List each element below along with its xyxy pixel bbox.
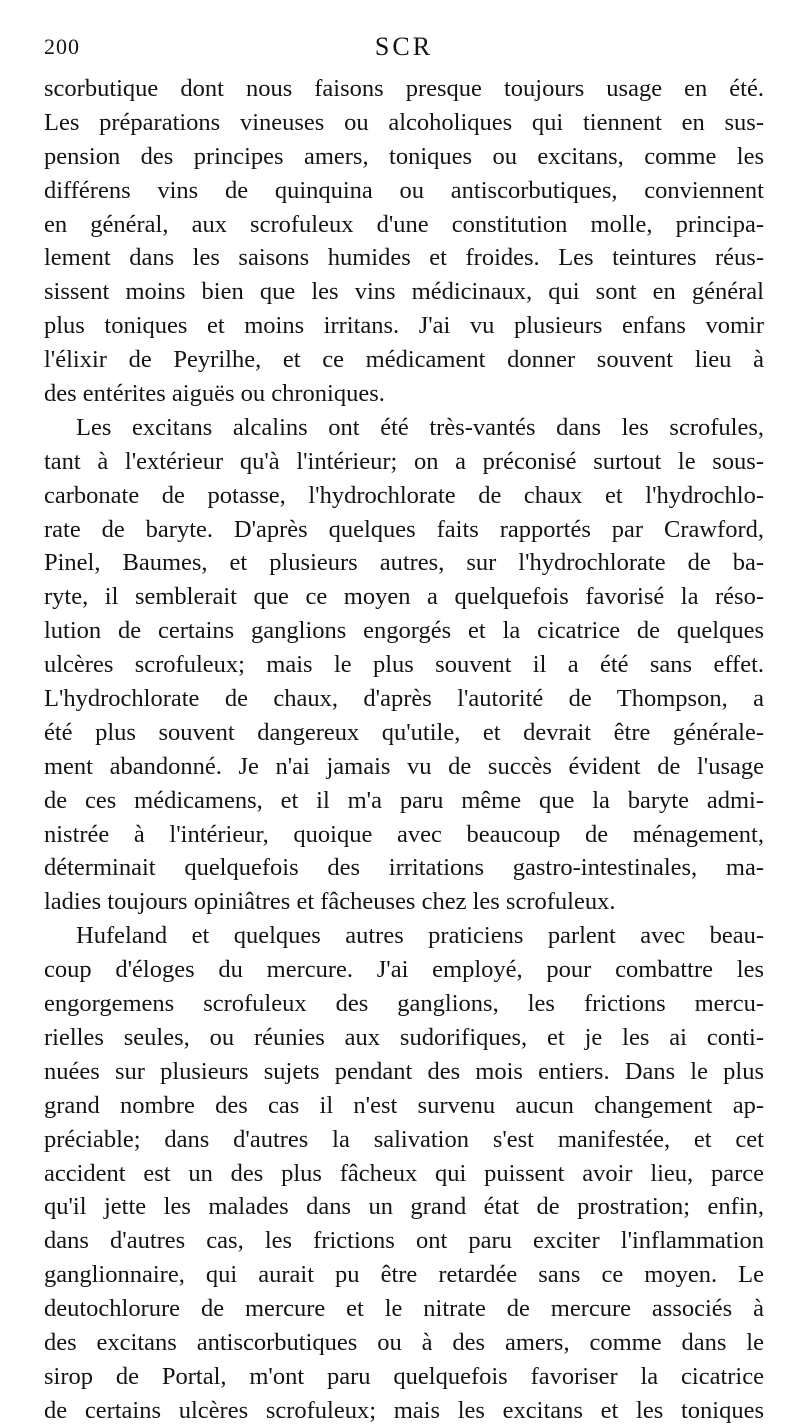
text-line: ment abandonné. Je n'ai jamais vu de succès évident de l'usage [44, 752, 764, 780]
text-line: ganglionnaire, qui aurait pu être retardée sans ce moyen. Le [44, 1261, 764, 1289]
text-line: plus toniques et moins irritans. J'ai vu plusieurs enfans vomir [44, 312, 764, 340]
text-line: Hufeland et quelques autres praticiens parlent avec beau- [76, 922, 764, 950]
text-line: carbonate de potasse, l'hydrochlorate de chaux et l'hydrochlo- [44, 481, 764, 509]
text-line: dans d'autres cas, les frictions ont paru exciter l'inflammation [44, 1227, 764, 1255]
text-line: des excitans antiscorbutiques ou à des amers, comme dans le [44, 1328, 764, 1356]
text-line: qu'il jette les malades dans un grand état de prostration; enfin, [44, 1193, 764, 1221]
text-line: grand nombre des cas il n'est survenu aucun changement ap- [44, 1091, 764, 1119]
text-line: lement dans les saisons humides et froides. Les teintures réus- [44, 244, 764, 272]
text-line: nuées sur plusieurs sujets pendant des mois entiers. Dans le plus [44, 1057, 764, 1085]
text-line: Les préparations vineuses ou alcoholiques qui tiennent en sus- [44, 108, 764, 136]
text-line: scorbutique dont nous faisons presque toujours usage en été. [44, 75, 764, 102]
text-line: des entérites aiguës ou chroniques. [44, 380, 385, 408]
running-title: SCR [374, 32, 434, 61]
text-line: été plus souvent dangereux qu'utile, et devrait être générale- [44, 718, 764, 746]
body-text [44, 72, 764, 1428]
text-line: différens vins de quinquina ou antiscorbutiques, conviennent [44, 176, 764, 204]
running-head [44, 30, 764, 70]
text-line: rate de baryte. D'après quelques faits rapportés par Crawford, [44, 515, 764, 543]
text-line: déterminait quelquefois des irritations gastro-intestinales, ma- [44, 854, 764, 882]
text-line: Les excitans alcalins ont été très-vantés dans les scrofules, [76, 413, 764, 441]
text-line: ryte, il semblerait que ce moyen a quelquefois favorisé la réso- [44, 583, 764, 611]
page-number: 200 [44, 34, 80, 59]
text-line: sissent moins bien que les vins médicinaux, qui sont en général [44, 278, 764, 306]
text-line: L'hydrochlorate de chaux, d'après l'autorité de Thompson, a [44, 685, 764, 713]
text-line: de ces médicamens, et il m'a paru même que la baryte admi- [44, 786, 764, 814]
text-line: rielles seules, ou réunies aux sudorifiques, et je les ai conti- [44, 1023, 764, 1051]
text-line: deutochlorure de mercure et le nitrate de mercure associés à [44, 1295, 764, 1323]
text-line: coup d'éloges du mercure. J'ai employé, pour combattre les [44, 956, 764, 984]
text-line: en général, aux scrofuleux d'une constitution molle, principa- [44, 210, 764, 238]
text-line: préciable; dans d'autres la salivation s'est manifestée, et cet [44, 1125, 764, 1153]
text-line: l'élixir de Peyrilhe, et ce médicament donner souvent lieu à [44, 346, 764, 374]
text-line: Pinel, Baumes, et plusieurs autres, sur l'hydrochlorate de ba- [44, 549, 764, 577]
text-line: pension des principes amers, toniques ou excitans, comme les [44, 142, 764, 170]
text-line: tant à l'extérieur qu'à l'intérieur; on a préconisé surtout le sous- [44, 447, 764, 475]
text-line: accident est un des plus fâcheux qui puissent avoir lieu, parce [44, 1159, 764, 1187]
text-line: engorgemens scrofuleux des ganglions, les frictions mercu- [44, 990, 764, 1018]
text-line: ulcères scrofuleux; mais le plus souvent il a été sans effet. [44, 651, 764, 679]
text-line: ladies toujours opiniâtres et fâcheuses chez les scrofuleux. [44, 888, 616, 916]
text-line: sirop de Portal, m'ont paru quelquefois favoriser la cicatrice [44, 1362, 764, 1390]
text-line: lution de certains ganglions engorgés et la cicatrice de quelques [44, 617, 764, 645]
text-line: de certains ulcères scrofuleux; mais les excitans et les toniques [44, 1396, 764, 1424]
text-line: nistrée à l'intérieur, quoique avec beaucoup de ménagement, [44, 820, 764, 848]
